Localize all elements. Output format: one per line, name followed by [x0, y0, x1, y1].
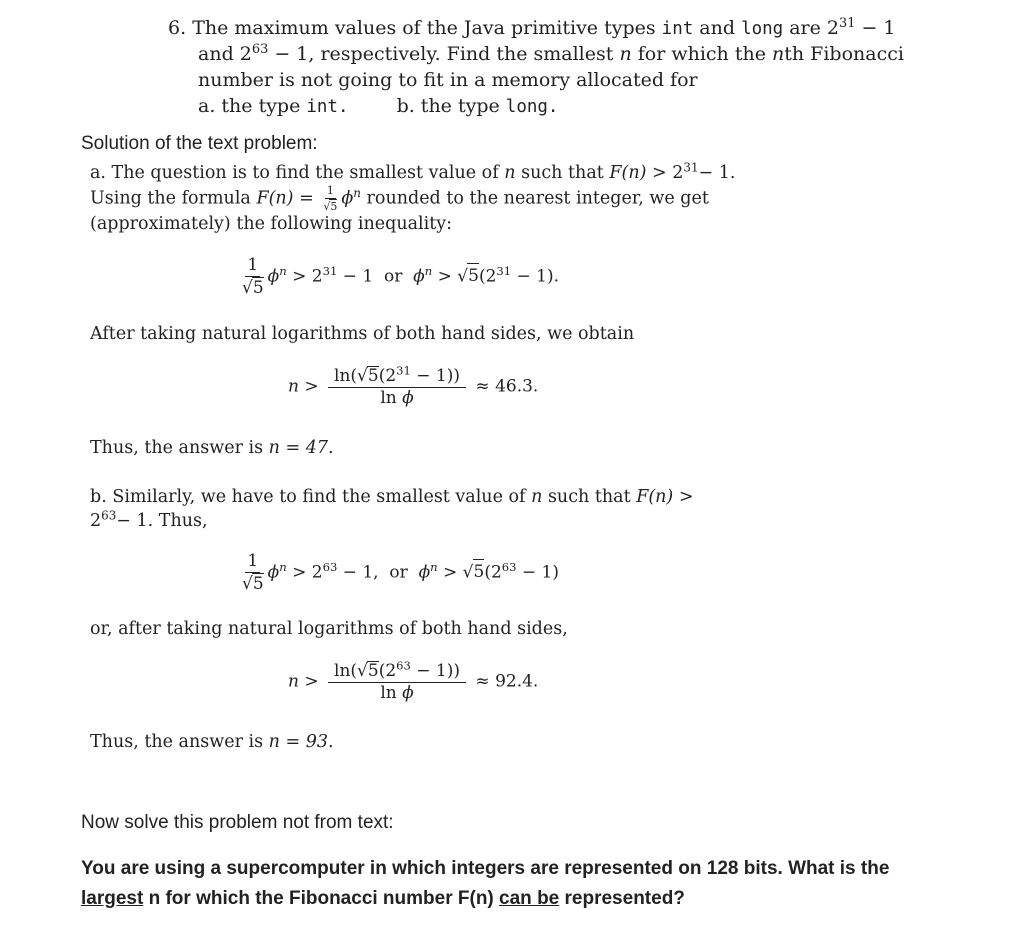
part-b-line-2: $2^{63}- 1$. Thus, [90, 508, 208, 531]
part-a-line-3: (approximately) the following inequality: [90, 214, 453, 234]
problem-line-2: and $2^{63} - 1$, respectively. Find the smallest n for which the nth Fibonacci [198, 41, 904, 65]
new-task-question-line-1: You are using a supercomputer in which integers are represented on 128 bits. What is the [81, 858, 890, 879]
part-b-answer: Thus, the answer is n = 93. [90, 732, 334, 752]
problem-line-3: number is not going to fit in a memory allocated for [198, 69, 698, 91]
new-task-intro: Now solve this problem not from text: [81, 812, 394, 833]
problem-number: 6. [168, 17, 187, 39]
inequality-a: $\frac{1}{√5}$ $\phi^n > 2^{31} - 1$ or $\phi^n > √5(2^{31} - 1)$. [242, 255, 559, 298]
fraction-one-over-sqrt5: $\frac{1}{√5}$ [323, 184, 338, 213]
part-a-line-2: Using the formula F(n) = $\frac{1}{√5}$ $\phi^n$ rounded to the nearest integer, we get [90, 184, 709, 213]
part-a-line-1: a. The question is to find the smallest value of n such that $F(n) > 2^{31}- 1$. [90, 160, 736, 183]
log-result-a: n > $\frac{\ln(√5(2^{31} - 1))}{\text{ln ϕ}}$ ≈ 46.3. [288, 363, 539, 408]
part-b-line-1: b. Similarly, we have to find the smallest value of n such that F(n) > [90, 487, 694, 507]
problem-line-1: 6. The maximum values of the Java primitive types int and long are $2^{31} - 1$ [168, 15, 896, 39]
problem-options: a. the type int. b. the type long. [198, 95, 559, 117]
log-result-b: n > $\frac{\ln(√5(2^{63} - 1))}{\text{ln ϕ}}$ ≈ 92.4. [288, 658, 539, 703]
part-a-answer: Thus, the answer is n = 47. [90, 438, 334, 458]
part-b-after-text: or, after taking natural logarithms of both hand sides, [90, 619, 568, 639]
solution-heading: Solution of the text problem: [81, 133, 318, 154]
inequality-b: $\frac{1}{√5}$ $\phi^n > 2^{63} - 1$, or $\phi^n > √5(2^{63} - 1)$ [242, 551, 559, 594]
new-task-question-line-2: largest n for which the Fibonacci number F(n) can be represented? [81, 888, 685, 909]
part-a-after-text: After taking natural logarithms of both hand sides, we obtain [90, 324, 635, 344]
